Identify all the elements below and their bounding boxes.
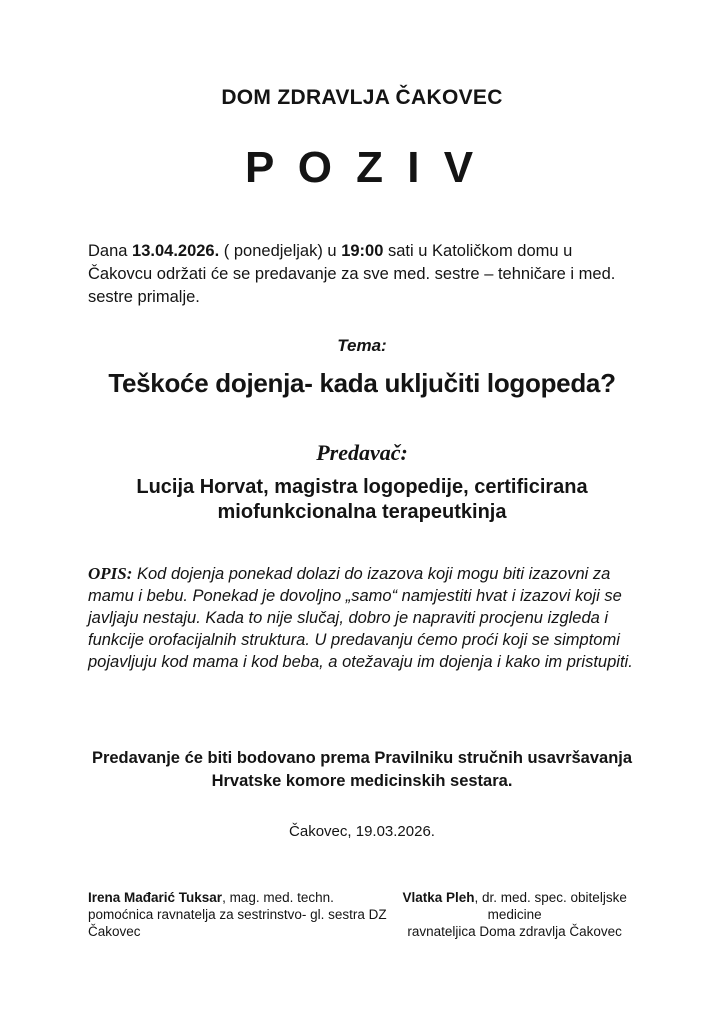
signature-right-line1 [393,889,636,923]
topic-label: Tema: [337,336,387,355]
lecturer-name [88,475,636,525]
signature-right-role: ravnateljica Doma zdravlja Čakovec [407,924,622,939]
signature-left [88,889,393,940]
lecturer-name-line1: Lucija Horvat, magistra logopedije, certificirana [136,476,588,498]
intro-paragraph: Dana 13.04.2026. ( ponedjeljak) u 19:00 sati u Katoličkom domu u Čakovcu održati će se predavanje za sve med. sestre – tehničare i med. sestre primalje. [88,242,616,306]
place-date: Čakovec, 19.03.2026. [289,823,435,840]
organization-title: DOM ZDRAVLJA ČAKOVEC [221,86,503,109]
document-title: P O Z I V [244,143,480,192]
signature-left-line1 [88,889,393,906]
lecturer-label: Predavač: [316,440,408,465]
description-text: Kod dojenja ponekad dolazi do izazova koji mogu biti izazovni za mamu i bebu. Ponekad je dovoljno „samo“ namjestiti hvat i izazovi koji se javljaju nestaju. Kada to nije slučaj, dobro je napraviti procjenu izgleda i funkcije orofacijalnih struktura. U predavanju ćemo proći koji se simptomi pojavljuju kod mama i kod beba, a otežavaju im dojenja i kako im pristupiti. [88,565,633,671]
description-paragraph [88,563,636,673]
accreditation-note-line1: Predavanje će biti bodovano prema Pravilniku stručnih usavršavanja [91,749,633,767]
signature-right [393,889,636,940]
signature-right-title: , dr. med. spec. obiteljske medicine [474,890,627,922]
signature-left-title: , mag. med. techn. [222,890,334,905]
description-label: OPIS: [88,564,133,583]
accreditation-note-line2: Hrvatske komore medicinskih sestara. [211,772,513,790]
signature-left-name: Irena Mađarić Tuksar [88,890,223,905]
accreditation-note [88,747,636,793]
signature-row [88,889,636,940]
signature-right-name: Vlatka Pleh [402,890,475,905]
topic-title: Teškoće dojenja- kada uključiti logopeda? [108,368,616,398]
signature-left-role: pomoćnica ravnatelja za sestrinstvo- gl. sestra DZ Čakovec [88,907,387,939]
lecturer-name-line2: miofunkcionalna terapeutkinja [217,501,507,523]
